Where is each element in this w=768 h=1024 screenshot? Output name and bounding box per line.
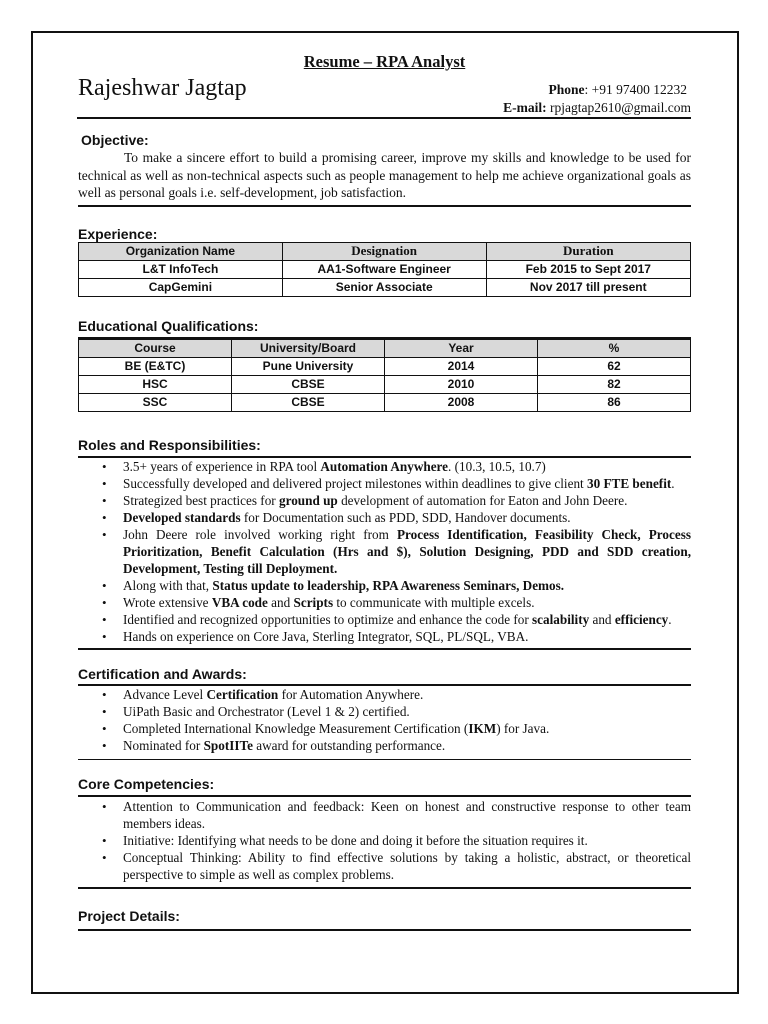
list-item-text: . (10.3, 10.5, 10.7) (448, 458, 546, 474)
education-col-header: Course (79, 339, 232, 357)
list-item-text: Successfully developed and delivered project milestones within deadlines to give client (123, 475, 587, 491)
experience-org: CapGemini (79, 278, 283, 296)
list-item (104, 628, 691, 645)
list-item-text: VBA code (211, 594, 268, 610)
experience-designation: Senior Associate (282, 278, 486, 296)
education-percent: 62 (538, 357, 691, 375)
list-item (104, 703, 691, 720)
education-course: SSC (79, 393, 232, 411)
email-line (503, 99, 691, 117)
header-divider (77, 117, 691, 119)
education-year: 2010 (385, 375, 538, 393)
certifications-end-divider (78, 759, 691, 760)
list-item-text: scalability (532, 611, 590, 627)
project-heading: Project Details: (78, 907, 180, 924)
table-row (79, 375, 691, 393)
list-item-text: ground up (278, 492, 338, 508)
objective-heading: Objective: (81, 132, 149, 148)
table-row (79, 357, 691, 375)
list-item-text: . (668, 611, 672, 627)
list-item-text: 30 FTE benefit (587, 475, 672, 491)
list-item-text: to communicate with multiple excels. (333, 594, 535, 610)
list-item (104, 720, 691, 737)
list-item-text: Initiative: Identifying what needs to be done and doing it before the situation requires it. (123, 832, 588, 848)
phone-number: : +91 97400 12232 (584, 82, 687, 97)
education-course: HSC (79, 375, 232, 393)
education-board: CBSE (232, 375, 385, 393)
list-item-text: Status update to leadership, RPA Awareness Seminars, Demos. (212, 577, 565, 593)
list-item-text: for Automation Anywhere. (278, 686, 424, 702)
list-item-text: Strategized best practices for (123, 492, 279, 508)
list-item-text: . (671, 475, 675, 491)
competencies-list (104, 798, 691, 883)
education-table (78, 339, 691, 412)
email-address[interactable]: rpjagtap2610@gmail.com (546, 100, 691, 115)
list-item (104, 737, 691, 754)
list-item (104, 577, 691, 594)
list-item-text: Completed International Knowledge Measurement Certification ( (123, 720, 469, 736)
list-item-text: Scripts (293, 594, 334, 610)
education-percent: 86 (538, 393, 691, 411)
competencies-end-divider (78, 887, 691, 889)
list-item-text: ) for Java. (496, 720, 550, 736)
list-item (104, 611, 691, 628)
list-item (104, 798, 691, 832)
list-item-text: Nominated for (123, 737, 204, 753)
education-year: 2014 (385, 357, 538, 375)
roles-list (104, 458, 691, 645)
list-item-text: Identified and recognized opportunities to optimize and enhance the code for (123, 611, 533, 627)
roles-heading: Roles and Responsibilities: (78, 436, 261, 453)
list-item-text: UiPath Basic and Orchestrator (Level 1 & 2) certified. (123, 703, 410, 719)
list-item-text: Certification (206, 686, 279, 702)
education-course: BE (E&TC) (79, 357, 232, 375)
roles-end-divider (78, 648, 691, 650)
list-item (104, 686, 691, 703)
experience-col-header: Duration (486, 242, 690, 260)
list-item (104, 832, 691, 849)
experience-table (78, 242, 691, 297)
education-col-header: University/Board (232, 339, 385, 357)
table-row (79, 393, 691, 411)
education-percent: 82 (538, 375, 691, 393)
experience-header-row (79, 242, 691, 260)
objective-divider (78, 205, 691, 207)
experience-duration: Nov 2017 till present (486, 278, 690, 296)
list-item-text: Process Identification, Feasibility Check, Process Prioritization, Benefit Calculation (Hrs and $), Solution Designing, PDD and SDD creation, Development, Testing till Deployment. (123, 526, 691, 576)
resume-header (78, 73, 691, 117)
list-item-text: Along with that, (123, 577, 213, 593)
experience-designation: AA1-Software Engineer (282, 260, 486, 278)
list-item (104, 475, 691, 492)
list-item-text: and (589, 611, 615, 627)
list-item-text: for Documentation such as PDD, SDD, Handover documents. (240, 509, 571, 525)
list-item-text: Hands on experience on Core Java, Sterling Integrator, SQL, PL/SQL, VBA. (123, 628, 529, 644)
education-year: 2008 (385, 393, 538, 411)
list-item-text: Wrote extensive (123, 594, 212, 610)
list-item-text: Conceptual Thinking: Ability to find effective solutions by taking a holistic, abstract, or theoretical perspective to simple as well as complex problems. (123, 849, 691, 882)
list-item-text: award for outstanding performance. (252, 737, 446, 753)
education-heading: Educational Qualifications: (78, 317, 259, 334)
table-row (79, 278, 691, 296)
certifications-heading: Certification and Awards: (78, 665, 247, 682)
list-item-text: Developed standards (123, 509, 241, 525)
list-item-text: Advance Level (123, 686, 207, 702)
list-item (104, 849, 691, 883)
list-item-text: efficiency (614, 611, 669, 627)
phone-label: Phone (548, 82, 585, 97)
experience-col-header: Organization Name (79, 242, 283, 260)
experience-duration: Feb 2015 to Sept 2017 (486, 260, 690, 278)
project-divider (78, 929, 691, 931)
list-item-text: 3.5+ years of experience in RPA tool (123, 458, 321, 474)
objective-text: To make a sincere effort to build a promising career, improve my skills and knowledge to be used for technical as well as non-technical aspects such as people management to help me achieve organizational goals as well as personal goals i.e. self-development, job satisfaction. (78, 150, 691, 200)
education-board: CBSE (232, 393, 385, 411)
experience-col-header: Designation (282, 242, 486, 260)
list-item (104, 594, 691, 611)
list-item-text: IKM (468, 720, 497, 736)
competencies-divider (78, 795, 691, 797)
list-item (104, 458, 691, 475)
education-col-header: % (538, 339, 691, 357)
phone-line (503, 81, 691, 99)
email-label: E-mail: (503, 100, 547, 115)
list-item-text: development of automation for Eaton and John Deere. (337, 492, 628, 508)
resume-document (78, 51, 691, 931)
list-item-text: Automation Anywhere (320, 458, 449, 474)
list-item-text: SpotIITe (203, 737, 253, 753)
competencies-heading: Core Competencies: (78, 775, 215, 792)
candidate-name: Rajeshwar Jagtap (78, 75, 247, 101)
experience-org: L&T InfoTech (79, 260, 283, 278)
list-item (104, 509, 691, 526)
list-item (104, 526, 691, 577)
contact-block (503, 81, 691, 117)
list-item (104, 492, 691, 509)
certifications-list (104, 686, 691, 754)
experience-heading: Experience: (78, 225, 158, 242)
list-item-text: and (267, 594, 294, 610)
table-row (79, 260, 691, 278)
education-col-header: Year (385, 339, 538, 357)
list-item-text: John Deere role involved working right from (123, 526, 397, 542)
list-item-text: Attention to Communication and feedback: Keen on honest and constructive response to other team members ideas. (123, 798, 691, 831)
document-title: Resume – RPA Analyst (303, 52, 466, 71)
education-board: Pune University (232, 357, 385, 375)
education-header-row (79, 339, 691, 357)
